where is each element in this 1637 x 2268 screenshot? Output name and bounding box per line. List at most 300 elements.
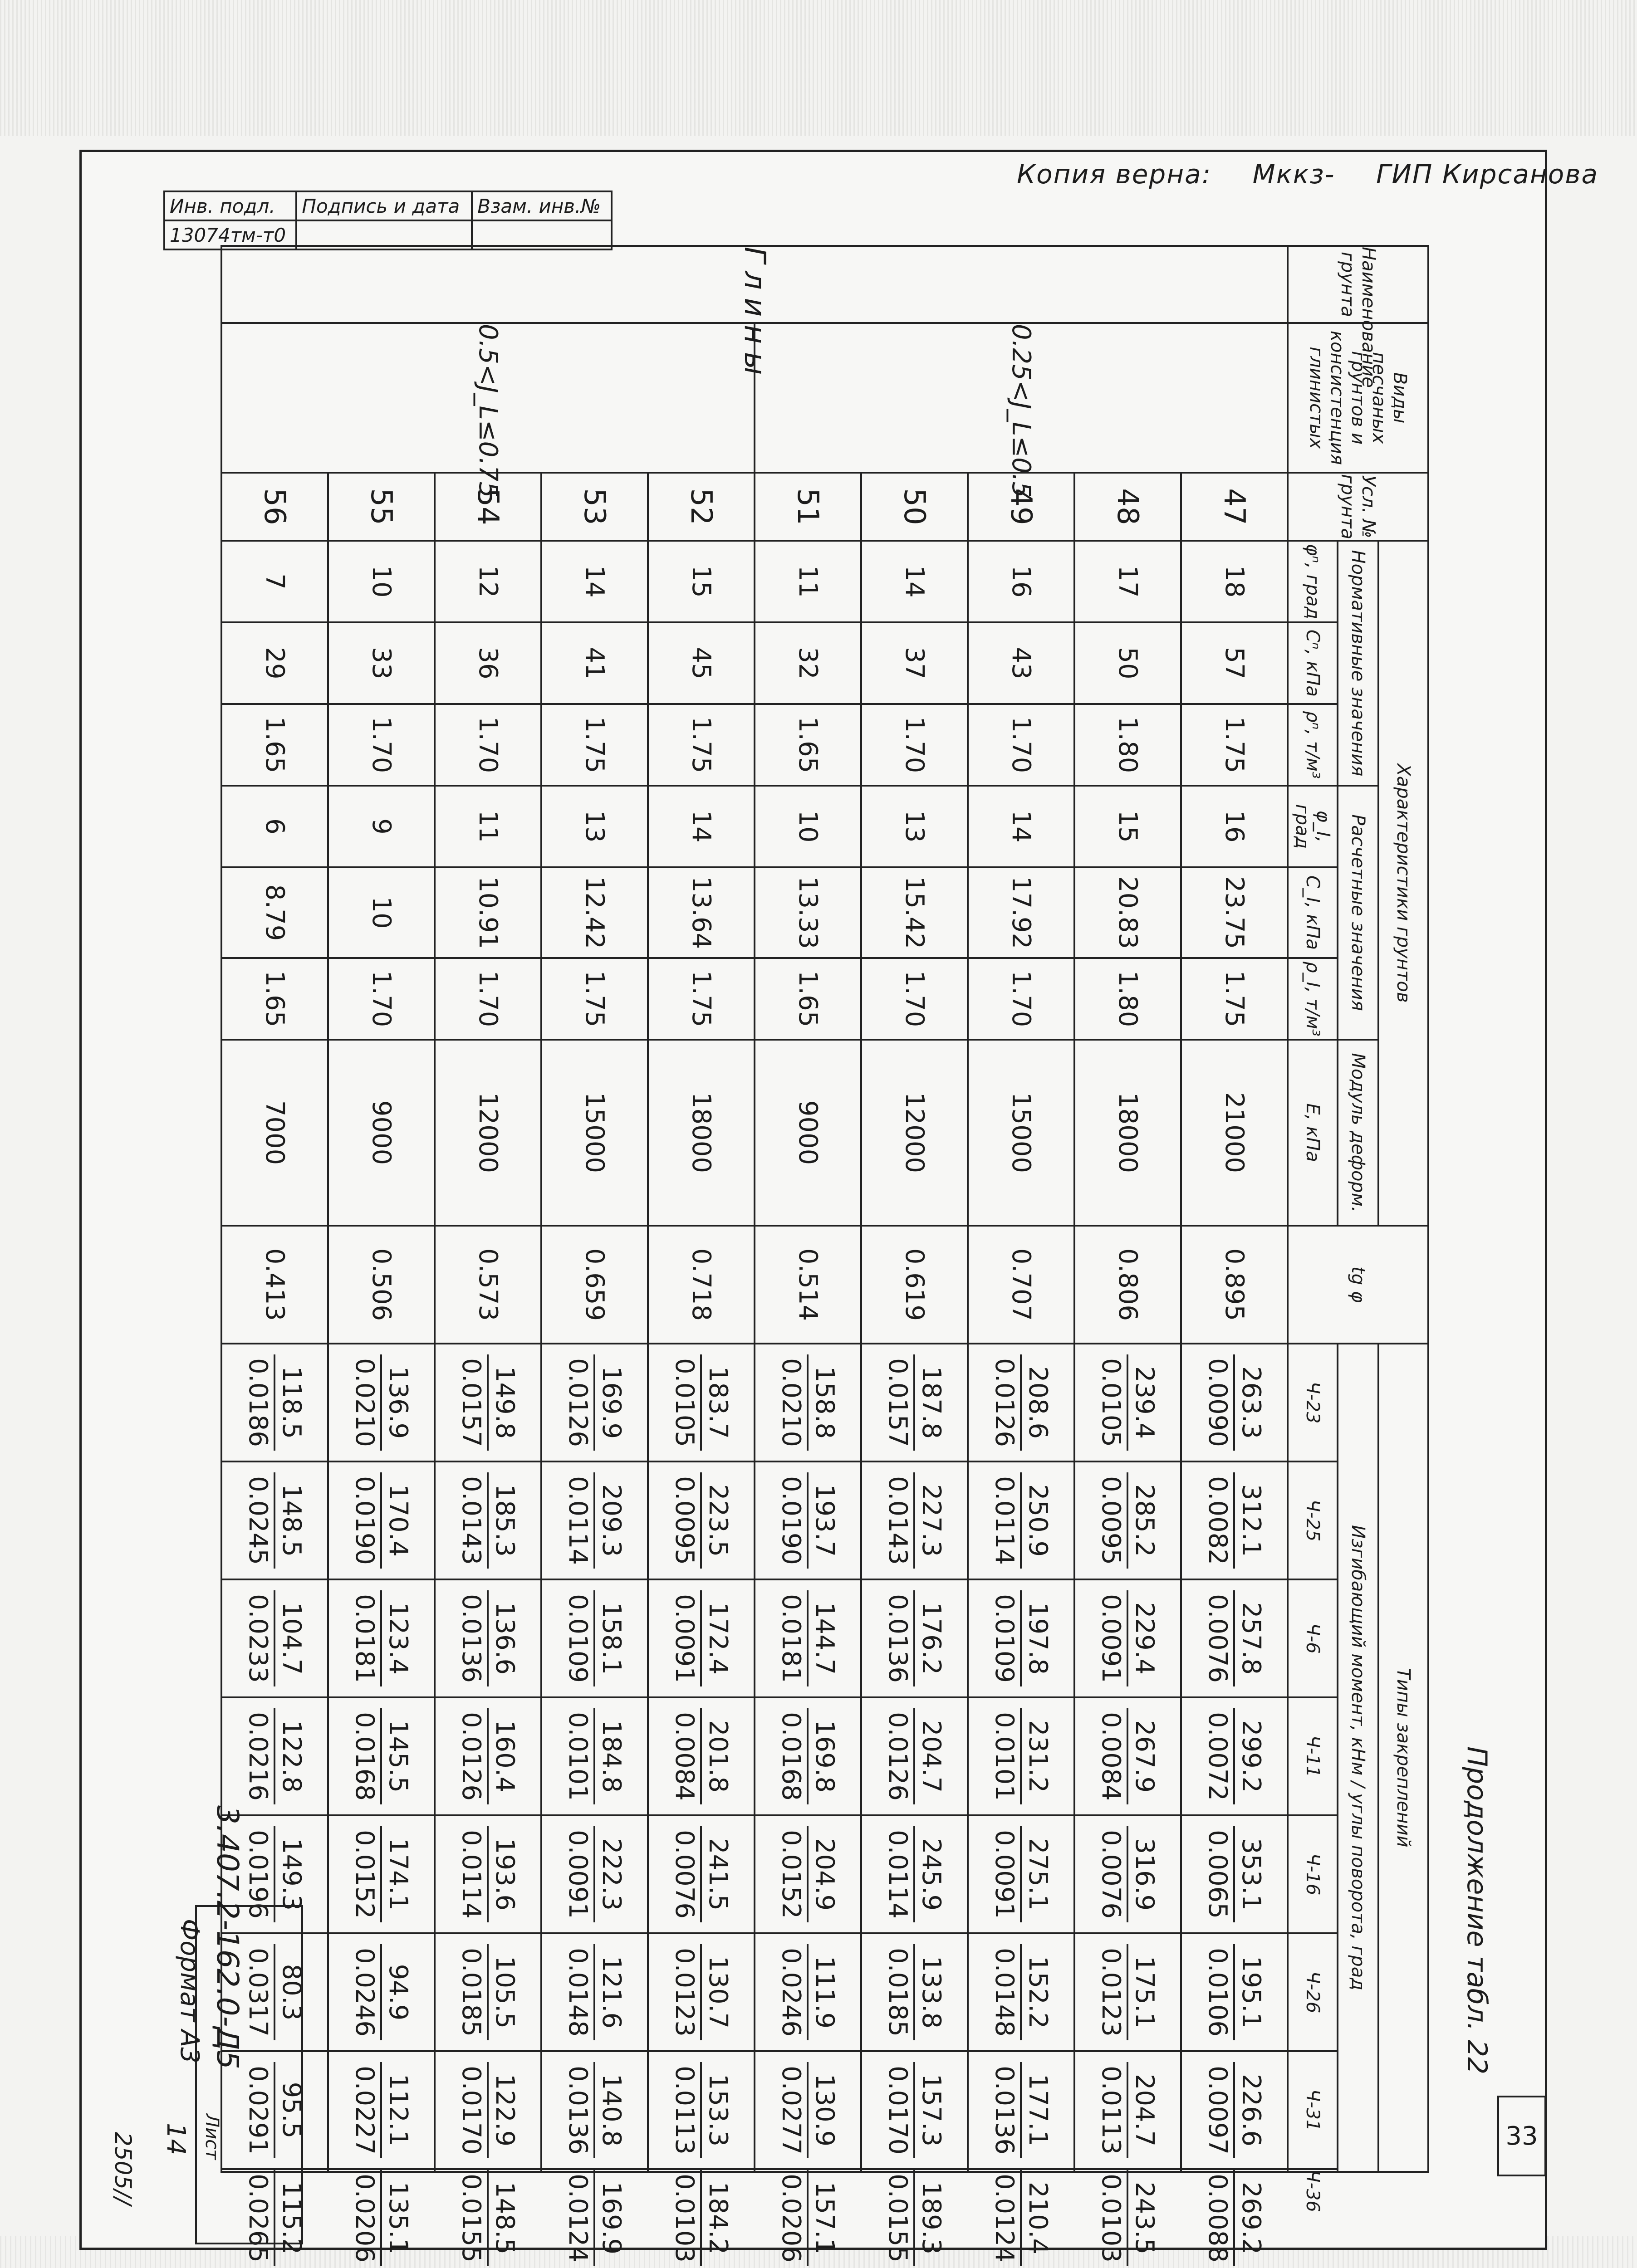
cell-rho: 1.80	[1074, 704, 1181, 786]
cell-rho: 1.75	[1181, 704, 1288, 786]
cell-condition-number: 53	[541, 473, 648, 541]
cell-moment-angle	[648, 1461, 755, 1579]
moment-value: 136.9	[381, 1354, 414, 1451]
moment-value: 209.3	[594, 1472, 627, 1569]
cell-rho1: 1.65	[755, 958, 861, 1040]
inventory-stamp	[163, 191, 613, 250]
header-type-4: Ч-16	[1288, 1815, 1338, 1933]
moment-value: 257.8	[1234, 1590, 1267, 1686]
moment-value: 157.1	[807, 2170, 841, 2266]
cell-moment-angle	[541, 1815, 648, 1933]
fraction	[989, 1354, 1054, 1451]
angle-value: 0.0105	[670, 1358, 700, 1447]
fraction	[349, 1590, 414, 1686]
moment-value: 118.5	[274, 1354, 308, 1451]
angle-value: 0.0114	[563, 1476, 593, 1565]
signature: Мккз-	[1252, 159, 1335, 190]
cell-tg: 0.506	[328, 1226, 435, 1344]
cell-moment-angle	[648, 2051, 755, 2169]
angle-value: 0.0091	[1096, 1594, 1126, 1683]
angle-value: 0.0124	[990, 2174, 1019, 2263]
cell-condition-number: 56	[221, 473, 328, 541]
cell-moment-angle	[1074, 1579, 1181, 1697]
cell-moment-angle	[755, 1697, 861, 1815]
cell-phi: 18	[1181, 541, 1288, 622]
header-phi_n: φⁿ, град	[1288, 541, 1338, 622]
angle-value: 0.0190	[350, 1476, 380, 1565]
fraction	[456, 1354, 521, 1451]
header-normative: Нормативные значения	[1338, 541, 1378, 786]
moment-value: 241.5	[701, 1826, 734, 1922]
moment-value: 185.3	[487, 1472, 521, 1569]
header-type-2: Ч-6	[1288, 1579, 1338, 1697]
cell-c: 37	[861, 622, 968, 704]
moment-value: 148.5	[274, 1472, 308, 1569]
page-number: 33	[1497, 2096, 1546, 2176]
cell-e: 12000	[435, 1040, 541, 1226]
cell-condition-number: 49	[968, 473, 1074, 541]
cell-condition-number: 50	[861, 473, 968, 541]
cell-condition-number: 54	[435, 473, 541, 541]
cell-rho1: 1.70	[328, 958, 435, 1040]
cell-moment-angle	[435, 1344, 541, 1461]
fraction	[989, 2170, 1054, 2266]
angle-value: 0.0317	[243, 1948, 273, 2037]
moment-value: 312.1	[1234, 1472, 1267, 1569]
fraction	[669, 1354, 734, 1451]
cell-rho1: 1.80	[1074, 958, 1181, 1040]
cell-moment-angle	[968, 1579, 1074, 1697]
signer-name: ГИП Кирсанова	[1376, 159, 1598, 190]
fraction	[882, 1708, 947, 1804]
moment-value: 172.4	[701, 1590, 734, 1686]
angle-value: 0.0136	[456, 1594, 486, 1683]
fraction	[1095, 2170, 1161, 2266]
table-row	[648, 246, 755, 2172]
angle-value: 0.0190	[776, 1476, 806, 1565]
cell-moment-angle	[1074, 1933, 1181, 2051]
angle-value: 0.0227	[350, 2066, 380, 2155]
moment-value: 148.5	[487, 2170, 521, 2266]
cell-c: 33	[328, 622, 435, 704]
cell-moment-angle	[1181, 1815, 1288, 1933]
table-row	[435, 246, 541, 2172]
angle-value: 0.0097	[1203, 2066, 1233, 2155]
fraction	[669, 1590, 734, 1686]
angle-value: 0.0126	[563, 1358, 593, 1447]
fraction	[562, 1708, 627, 1804]
angle-value: 0.0152	[776, 1830, 806, 1919]
fraction	[349, 1708, 414, 1804]
fraction	[562, 1826, 627, 1922]
soil-moment-table	[221, 245, 1429, 2263]
header-soil-kind: Виды песчаных грунтов и консистенция глинистых	[1288, 323, 1428, 473]
cell-c1: 12.42	[541, 867, 648, 958]
fraction	[456, 2170, 521, 2266]
angle-value: 0.0148	[990, 1948, 1019, 2037]
angle-value: 0.0095	[1096, 1476, 1126, 1565]
cell-moment-angle	[968, 1815, 1074, 1933]
moment-value: 204.7	[914, 1708, 947, 1804]
angle-value: 0.0157	[883, 1358, 913, 1447]
cell-e: 9000	[755, 1040, 861, 1226]
fraction	[989, 1472, 1054, 1569]
moment-value: 153.3	[701, 2062, 734, 2158]
moment-value: 94.9	[381, 1944, 414, 2040]
cell-tg: 0.659	[541, 1226, 648, 1344]
angle-value: 0.0126	[990, 1358, 1019, 1447]
angle-value: 0.0168	[776, 1712, 806, 1801]
fraction	[242, 1590, 308, 1686]
moment-value: 140.8	[594, 2062, 627, 2158]
moment-value: 157.3	[914, 2062, 947, 2158]
cell-moment-angle	[861, 2169, 968, 2263]
moment-value: 231.2	[1020, 1708, 1054, 1804]
cell-tg: 0.707	[968, 1226, 1074, 1344]
cell-moment-angle	[328, 1933, 435, 2051]
angle-value: 0.0103	[1096, 2174, 1126, 2263]
table-row	[968, 246, 1074, 2172]
moment-value: 223.5	[701, 1472, 734, 1569]
rotated-table-wrapper	[222, 245, 1429, 2263]
cell-rho: 1.65	[221, 704, 328, 786]
cell-rho1: 1.70	[968, 958, 1074, 1040]
cell-rho1: 1.75	[541, 958, 648, 1040]
cell-c: 50	[1074, 622, 1181, 704]
cell-moment-angle	[861, 1344, 968, 1461]
moment-value: 193.6	[487, 1826, 521, 1922]
fraction	[242, 1472, 308, 1569]
cell-e: 21000	[1181, 1040, 1288, 1226]
moment-value: 204.7	[1127, 2062, 1161, 2158]
moment-value: 170.4	[381, 1472, 414, 1569]
fraction	[1202, 1708, 1267, 1804]
angle-value: 0.0091	[990, 1830, 1019, 1919]
angle-value: 0.0265	[243, 2174, 273, 2263]
cell-moment-angle	[648, 1815, 755, 1933]
moment-value: 169.9	[594, 2170, 627, 2266]
header-condition-number: Усл. № грунта	[1288, 473, 1428, 541]
header-type-3: Ч-11	[1288, 1697, 1338, 1815]
copy-label: Копия верна:	[1016, 159, 1212, 190]
angle-value: 0.0084	[670, 1712, 700, 1801]
moment-value: 229.4	[1127, 1590, 1161, 1686]
cell-moment-angle	[755, 1461, 861, 1579]
angle-value: 0.0181	[350, 1594, 380, 1683]
fraction	[669, 2062, 734, 2158]
cell-moment-angle	[861, 2051, 968, 2169]
cell-moment-angle	[1181, 2051, 1288, 2169]
fraction	[989, 1590, 1054, 1686]
table-row	[328, 246, 435, 2172]
angle-value: 0.0170	[456, 2066, 486, 2155]
fraction	[989, 1826, 1054, 1922]
angle-value: 0.0291	[243, 2066, 273, 2155]
cell-c: 41	[541, 622, 648, 704]
moment-value: 136.6	[487, 1590, 521, 1686]
fraction	[775, 1472, 841, 1569]
angle-value: 0.0246	[776, 1948, 806, 2037]
angle-value: 0.0076	[1203, 1594, 1233, 1683]
moment-value: 184.8	[594, 1708, 627, 1804]
angle-value: 0.0114	[883, 1830, 913, 1919]
fraction	[1095, 1708, 1161, 1804]
angle-value: 0.0152	[350, 1830, 380, 1919]
fraction	[882, 2062, 947, 2158]
fraction	[1202, 1826, 1267, 1922]
angle-value: 0.0109	[563, 1594, 593, 1683]
fraction	[1095, 2062, 1161, 2158]
cell-c1: 23.75	[1181, 867, 1288, 958]
moment-value: 95.5	[274, 2062, 308, 2158]
stamp-inv-label: Инв. подл.	[164, 191, 296, 220]
fraction	[882, 1944, 947, 2040]
header-modulus: Модуль деформ.	[1338, 1040, 1378, 1226]
cell-moment-angle	[1181, 1697, 1288, 1815]
fraction	[775, 2062, 841, 2158]
cell-moment-angle	[648, 1933, 755, 2051]
moment-value: 80.3	[274, 1944, 308, 2040]
angle-value: 0.0210	[350, 1358, 380, 1447]
document-code: 3.407.2-162.0-Д5	[210, 1805, 245, 2070]
angle-value: 0.0101	[990, 1712, 1019, 1801]
cell-moment-angle	[435, 2169, 541, 2263]
angle-value: 0.0168	[350, 1712, 380, 1801]
angle-value: 0.0143	[883, 1476, 913, 1565]
cell-rho: 1.75	[648, 704, 755, 786]
cell-moment-angle	[435, 1579, 541, 1697]
fraction	[562, 2062, 627, 2158]
header-type-0: Ч-23	[1288, 1344, 1338, 1461]
angle-value: 0.0210	[776, 1358, 806, 1447]
cell-moment-angle	[221, 1697, 328, 1815]
angle-value: 0.0206	[776, 2174, 806, 2263]
header-characteristics: Характеристики грунтов	[1378, 541, 1428, 1226]
angle-value: 0.0277	[776, 2066, 806, 2155]
cell-c1: 8.79	[221, 867, 328, 958]
cell-moment-angle	[221, 1461, 328, 1579]
fraction	[1095, 1826, 1161, 1922]
angle-value: 0.0143	[456, 1476, 486, 1565]
angle-value: 0.0246	[350, 1948, 380, 2037]
cell-rho1: 1.70	[861, 958, 968, 1040]
cell-moment-angle	[1074, 2169, 1181, 2263]
cell-tg: 0.413	[221, 1226, 328, 1344]
angle-value: 0.0088	[1203, 2174, 1233, 2263]
fraction	[669, 1826, 734, 1922]
fraction	[775, 1590, 841, 1686]
moment-value: 169.9	[594, 1354, 627, 1451]
moment-value: 197.8	[1020, 1590, 1054, 1686]
angle-value: 0.0181	[776, 1594, 806, 1683]
cell-moment-angle	[648, 1697, 755, 1815]
cell-e: 18000	[1074, 1040, 1181, 1226]
moment-value: 285.2	[1127, 1472, 1161, 1569]
moment-value: 122.9	[487, 2062, 521, 2158]
cell-phi: 10	[328, 541, 435, 622]
moment-value: 158.1	[594, 1590, 627, 1686]
cell-condition-number: 47	[1181, 473, 1288, 541]
moment-value: 210.4	[1020, 2170, 1054, 2266]
moment-value: 175.1	[1127, 1944, 1161, 2040]
moment-value: 105.5	[487, 1944, 521, 2040]
angle-value: 0.0109	[990, 1594, 1019, 1683]
header-rho_n: ρⁿ, т/м³	[1288, 704, 1338, 786]
table-row	[541, 246, 648, 2172]
cell-moment-angle	[435, 1461, 541, 1579]
cell-moment-angle	[435, 2051, 541, 2169]
angle-value: 0.0114	[990, 1476, 1019, 1565]
moment-value: 115.2	[274, 2170, 308, 2266]
header-phi_i: φ_I, град	[1288, 786, 1338, 867]
angle-value: 0.0076	[1096, 1830, 1126, 1919]
cell-moment-angle	[541, 2051, 648, 2169]
angle-value: 0.0105	[1096, 1358, 1126, 1447]
stamp-inv-number: 13074тм-т0	[164, 220, 296, 249]
angle-value: 0.0155	[456, 2174, 486, 2263]
fraction	[242, 1708, 308, 1804]
cell-c1: 17.92	[968, 867, 1074, 958]
angle-value: 0.0155	[883, 2174, 913, 2263]
header-rho_i: ρ_I, т/м³	[1288, 958, 1338, 1040]
fraction	[989, 2062, 1054, 2158]
fraction	[1202, 2170, 1267, 2266]
moment-value: 177.1	[1020, 2062, 1054, 2158]
cell-moment-angle	[968, 1461, 1074, 1579]
moment-value: 227.3	[914, 1472, 947, 1569]
moment-value: 239.4	[1127, 1354, 1161, 1451]
header-type-1: Ч-25	[1288, 1461, 1338, 1579]
fraction	[669, 1708, 734, 1804]
cell-tg: 0.895	[1181, 1226, 1288, 1344]
angle-value: 0.0091	[670, 1594, 700, 1683]
fraction	[242, 1354, 308, 1451]
cell-phi: 7	[221, 541, 328, 622]
cell-e: 12000	[861, 1040, 968, 1226]
format-label: Формат А3	[175, 1919, 204, 2063]
moment-value: 226.6	[1234, 2062, 1267, 2158]
moment-value: 122.8	[274, 1708, 308, 1804]
cell-e: 9000	[328, 1040, 435, 1226]
fraction	[1202, 1472, 1267, 1569]
cell-moment-angle	[1074, 1815, 1181, 1933]
moment-value: 316.9	[1127, 1826, 1161, 1922]
sheet-number: 14	[161, 2123, 191, 2156]
cell-moment-angle	[755, 1815, 861, 1933]
moment-value: 299.2	[1234, 1708, 1267, 1804]
angle-value: 0.0185	[456, 1948, 486, 2037]
table-row	[755, 246, 861, 2172]
cell-tg: 0.806	[1074, 1226, 1181, 1344]
cell-moment-angle	[1074, 2051, 1181, 2169]
cell-phi1: 11	[435, 786, 541, 867]
fraction	[669, 1472, 734, 1569]
cell-moment-angle	[861, 1697, 968, 1815]
fraction	[1095, 1354, 1161, 1451]
moment-value: 275.1	[1020, 1826, 1054, 1922]
cell-phi: 15	[648, 541, 755, 622]
cell-moment-angle	[221, 1344, 328, 1461]
fraction	[562, 1472, 627, 1569]
angle-value: 0.0186	[243, 1358, 273, 1447]
moment-value: 123.4	[381, 1590, 414, 1686]
cell-c1: 13.64	[648, 867, 755, 958]
fraction	[1202, 1944, 1267, 2040]
cell-moment-angle	[1181, 1461, 1288, 1579]
cell-moment-angle	[755, 1579, 861, 1697]
angle-value: 0.0123	[1096, 1948, 1126, 2037]
angle-value: 0.0072	[1203, 1712, 1233, 1801]
header-type-5: Ч-26	[1288, 1933, 1338, 2051]
angle-value: 0.0124	[563, 2174, 593, 2263]
cell-c: 43	[968, 622, 1074, 704]
angle-value: 0.0245	[243, 1476, 273, 1565]
cell-condition-number: 55	[328, 473, 435, 541]
fraction	[882, 1826, 947, 1922]
cell-e: 15000	[541, 1040, 648, 1226]
moment-value: 263.3	[1234, 1354, 1267, 1451]
fraction	[775, 2170, 841, 2266]
cell-moment-angle	[328, 1815, 435, 1933]
fraction	[1202, 1354, 1267, 1451]
moment-value: 187.8	[914, 1354, 947, 1451]
cell-moment-angle	[541, 2169, 648, 2263]
moment-value: 208.6	[1020, 1354, 1054, 1451]
cell-moment-angle	[328, 1579, 435, 1697]
moment-value: 169.8	[807, 1708, 841, 1804]
cell-rho1: 1.75	[648, 958, 755, 1040]
cell-moment-angle	[1181, 1933, 1288, 2051]
fraction	[775, 1826, 841, 1922]
cell-moment-angle	[1181, 1579, 1288, 1697]
cell-moment-angle	[861, 1815, 968, 1933]
fraction	[349, 2170, 414, 2266]
group-consistency-1: 0.25<J_L≤0.5	[755, 323, 1288, 473]
angle-value: 0.0101	[563, 1712, 593, 1801]
cell-moment-angle	[968, 2051, 1074, 2169]
fraction	[456, 2062, 521, 2158]
cell-rho: 1.65	[755, 704, 861, 786]
cell-e: 18000	[648, 1040, 755, 1226]
cell-moment-angle	[541, 1579, 648, 1697]
cell-rho1: 1.65	[221, 958, 328, 1040]
fraction	[882, 2170, 947, 2266]
fraction	[349, 1826, 414, 1922]
header-tg: tg φ	[1288, 1226, 1428, 1344]
angle-value: 0.0233	[243, 1594, 273, 1683]
cell-moment-angle	[435, 1697, 541, 1815]
cell-moment-angle	[541, 1933, 648, 2051]
copy-certification	[985, 159, 1598, 190]
fraction	[456, 1590, 521, 1686]
moment-value: 104.7	[274, 1590, 308, 1686]
cell-rho: 1.70	[328, 704, 435, 786]
cell-moment-angle	[968, 1697, 1074, 1815]
angle-value: 0.0206	[350, 2174, 380, 2263]
angle-value: 0.0136	[990, 2066, 1019, 2155]
cell-moment-angle	[328, 1697, 435, 1815]
moment-value: 121.6	[594, 1944, 627, 2040]
cell-moment-angle	[648, 1579, 755, 1697]
moment-value: 135.1	[381, 2170, 414, 2266]
moment-value: 149.8	[487, 1354, 521, 1451]
fraction	[882, 1354, 947, 1451]
cell-moment-angle	[968, 1933, 1074, 2051]
moment-value: 204.9	[807, 1826, 841, 1922]
cell-moment-angle	[648, 2169, 755, 2263]
moment-value: 144.7	[807, 1590, 841, 1686]
angle-value: 0.0113	[670, 2066, 700, 2155]
